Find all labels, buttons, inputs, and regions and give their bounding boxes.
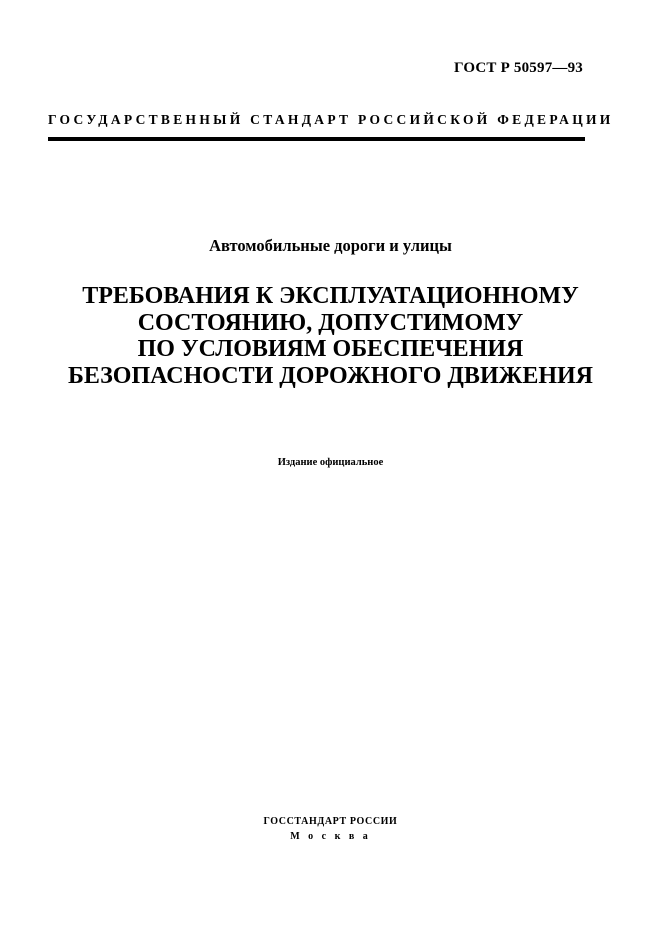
document-subject: Автомобильные дороги и улицы bbox=[209, 236, 452, 255]
header-rule bbox=[48, 137, 585, 141]
document-code: ГОСТ Р 50597—93 bbox=[453, 60, 583, 76]
title-line: ПО УСЛОВИЯМ ОБЕСПЕЧЕНИЯ bbox=[137, 336, 524, 362]
title-line: СОСТОЯНИЮ, ДОПУСТИМОМУ bbox=[137, 309, 524, 336]
publisher-city: М о с к в а bbox=[290, 831, 371, 842]
edition-label: Издание официальное bbox=[277, 457, 384, 468]
document-title bbox=[0, 283, 661, 389]
title-line: БЕЗОПАСНОСТИ ДОРОЖНОГО ДВИЖЕНИЯ bbox=[67, 362, 594, 389]
title-line: ТРЕБОВАНИЯ К ЭКСПЛУАТАЦИОННОМУ bbox=[82, 283, 579, 309]
publisher-name: ГОССТАНДАРТ РОССИИ bbox=[263, 816, 398, 827]
state-standard-heading: ГОСУДАРСТВЕННЫЙ СТАНДАРТ РОССИЙСКОЙ ФЕДЕРАЦИИ bbox=[48, 112, 614, 127]
